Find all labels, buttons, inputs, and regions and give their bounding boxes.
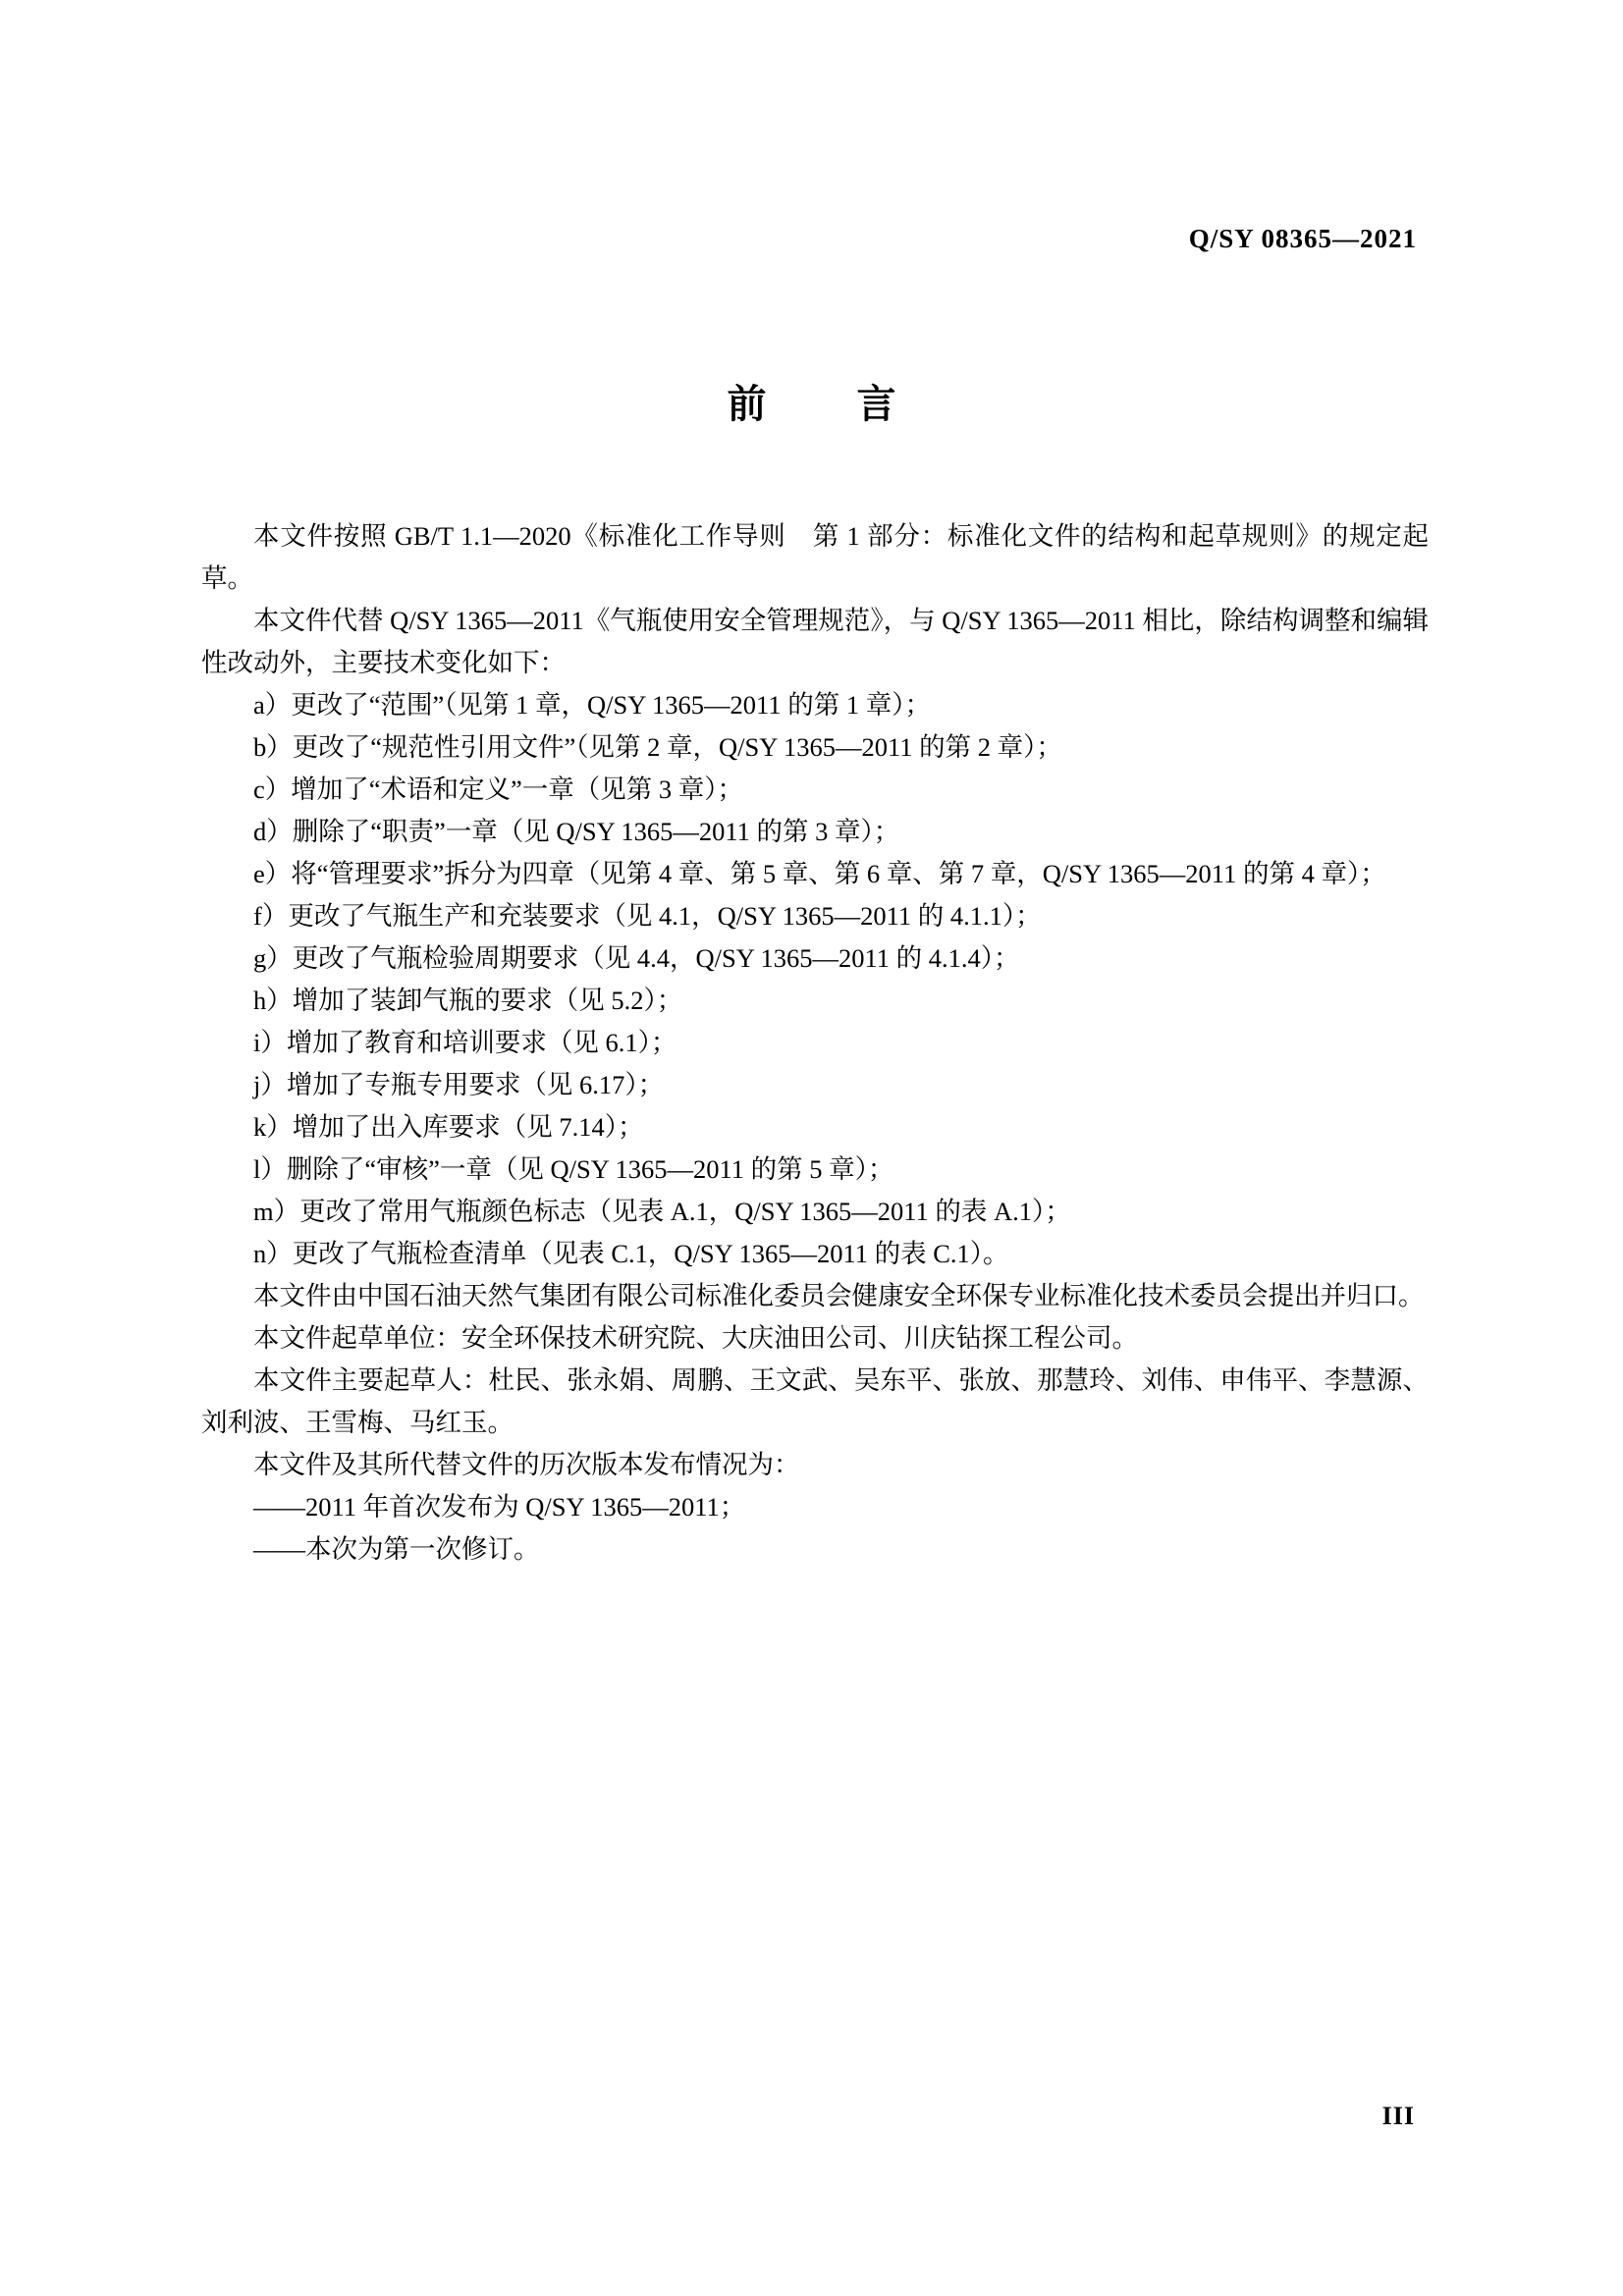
foreword-content [201, 515, 1429, 1571]
list-item: e）将“管理要求”拆分为四章（见第 4 章、第 5 章、第 6 章、第 7 章，Q/SY 1365—2011 的第 4 章）； [253, 859, 1386, 888]
list-item: i）增加了教育和培训要求（见 6.1）； [253, 1028, 677, 1057]
list-item: a）更改了“范围”（见第 1 章，Q/SY 1365—2011 的第 1 章）； [253, 690, 931, 720]
page-number: III [1381, 2102, 1415, 2130]
list-item: j）增加了专瓶专用要求（见 6.17）； [253, 1070, 665, 1099]
paragraph: 本文件由中国石油天然气集团有限公司标准化委员会健康安全环保专业标准化技术委员会提出并归口。 [253, 1281, 1425, 1310]
list-item: h）增加了装卸气瓶的要求（见 5.2）； [253, 986, 683, 1015]
list-item: b）更改了“规范性引用文件”（见第 2 章，Q/SY 1365—2011 的第 2 章）； [253, 732, 1062, 762]
paragraph: 本文件代替 Q/SY 1365—2011《气瓶使用安全管理规范》，与 Q/SY 1365—2011 相比，除结构调整和编辑性改动外，主要技术变化如下： [201, 606, 1429, 677]
list-item: n）更改了气瓶检查清单（见表 C.1，Q/SY 1365—2011 的表 C.1）。 [253, 1239, 1009, 1268]
paragraph: 本文件按照 GB/T 1.1—2020《标准化工作导则 第 1 部分：标准化文件的结构和起草规则》的规定起草。 [201, 521, 1429, 593]
paragraph: 本文件主要起草人：杜民、张永娟、周鹏、王文武、吴东平、张放、那慧玲、刘伟、申伟平、李慧源、刘利波、王雪梅、马红玉。 [201, 1365, 1429, 1437]
list-item: g）更改了气瓶检验周期要求（见 4.4，Q/SY 1365—2011 的 4.1.4）； [253, 943, 1020, 973]
list-item: l）删除了“审核”一章（见 Q/SY 1365—2011 的第 5 章）； [253, 1154, 894, 1184]
page-title: 前 言 [727, 382, 922, 427]
paragraph: 本文件起草单位：安全环保技术研究院、大庆油田公司、川庆钻探工程公司。 [253, 1323, 1138, 1353]
list-item: c）增加了“术语和定义”一章（见第 3 章）； [253, 774, 744, 804]
standard-code-header: Q/SY 08365—2021 [1188, 224, 1417, 253]
list-item: k）增加了出入库要求（见 7.14）； [253, 1112, 644, 1142]
list-item: m）更改了常用气瓶颜色标志（见表 A.1，Q/SY 1365—2011 的表 A.1）； [253, 1197, 1071, 1226]
version-item: ——本次为第一次修订。 [253, 1534, 540, 1564]
version-item: ——2011 年首次发布为 Q/SY 1365—2011； [253, 1492, 746, 1522]
list-item: f）更改了气瓶生产和充装要求（见 4.1，Q/SY 1365—2011 的 4.1.1）； [253, 901, 1042, 931]
list-item: d）删除了“职责”一章（见 Q/SY 1365—2011 的第 3 章）； [253, 817, 900, 846]
paragraph: 本文件及其所代替文件的历次版本发布情况为： [253, 1450, 800, 1479]
